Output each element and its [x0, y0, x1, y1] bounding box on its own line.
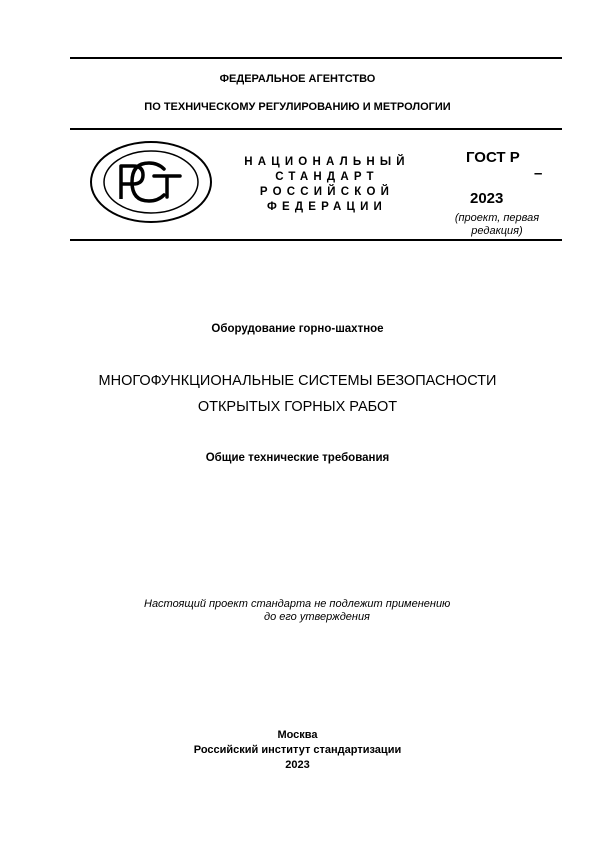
imprint-year: 2023: [285, 759, 310, 771]
draft-status-line2: редакция): [471, 225, 523, 237]
document-title-line2: ОТКРЫТЫХ ГОРНЫХ РАБОТ: [197, 399, 398, 415]
header-rule-lower: [70, 239, 562, 241]
standard-type-line1: НАЦИОНАЛЬНЫЙ: [244, 156, 410, 168]
header-rule-upper: [70, 128, 562, 130]
rst-certification-mark-icon: [88, 139, 214, 225]
draft-status-line1: (проект, первая: [454, 212, 540, 224]
standard-type-line4: ФЕДЕРАЦИИ: [266, 201, 388, 213]
standard-year: 2023: [470, 190, 504, 207]
top-rule: [70, 57, 562, 59]
imprint-publisher: Российский институт стандартизации: [193, 744, 402, 756]
standard-number-dash: –: [534, 165, 543, 182]
agency-name-line2: ПО ТЕХНИЧЕСКОМУ РЕГУЛИРОВАНИЮ И МЕТРОЛОГИИ: [144, 101, 451, 113]
document-title-line1: МНОГОФУНКЦИОНАЛЬНЫЕ СИСТЕМЫ БЕЗОПАСНОСТИ: [98, 373, 497, 389]
standard-type-line3: РОССИЙСКОЙ: [259, 186, 395, 198]
document-category: Оборудование горно-шахтное: [211, 323, 384, 335]
standard-code: ГОСТ Р: [466, 149, 520, 166]
document-subtitle: Общие технические требования: [205, 452, 390, 464]
imprint-city: Москва: [277, 729, 318, 741]
agency-name-line1: ФЕДЕРАЛЬНОЕ АГЕНТСТВО: [219, 73, 376, 85]
draft-notice-line1: Настоящий проект стандарта не подлежит применению: [144, 598, 451, 610]
standard-type-line2: СТАНДАРТ: [275, 171, 379, 183]
draft-notice-line2: до его утверждения: [264, 611, 370, 623]
